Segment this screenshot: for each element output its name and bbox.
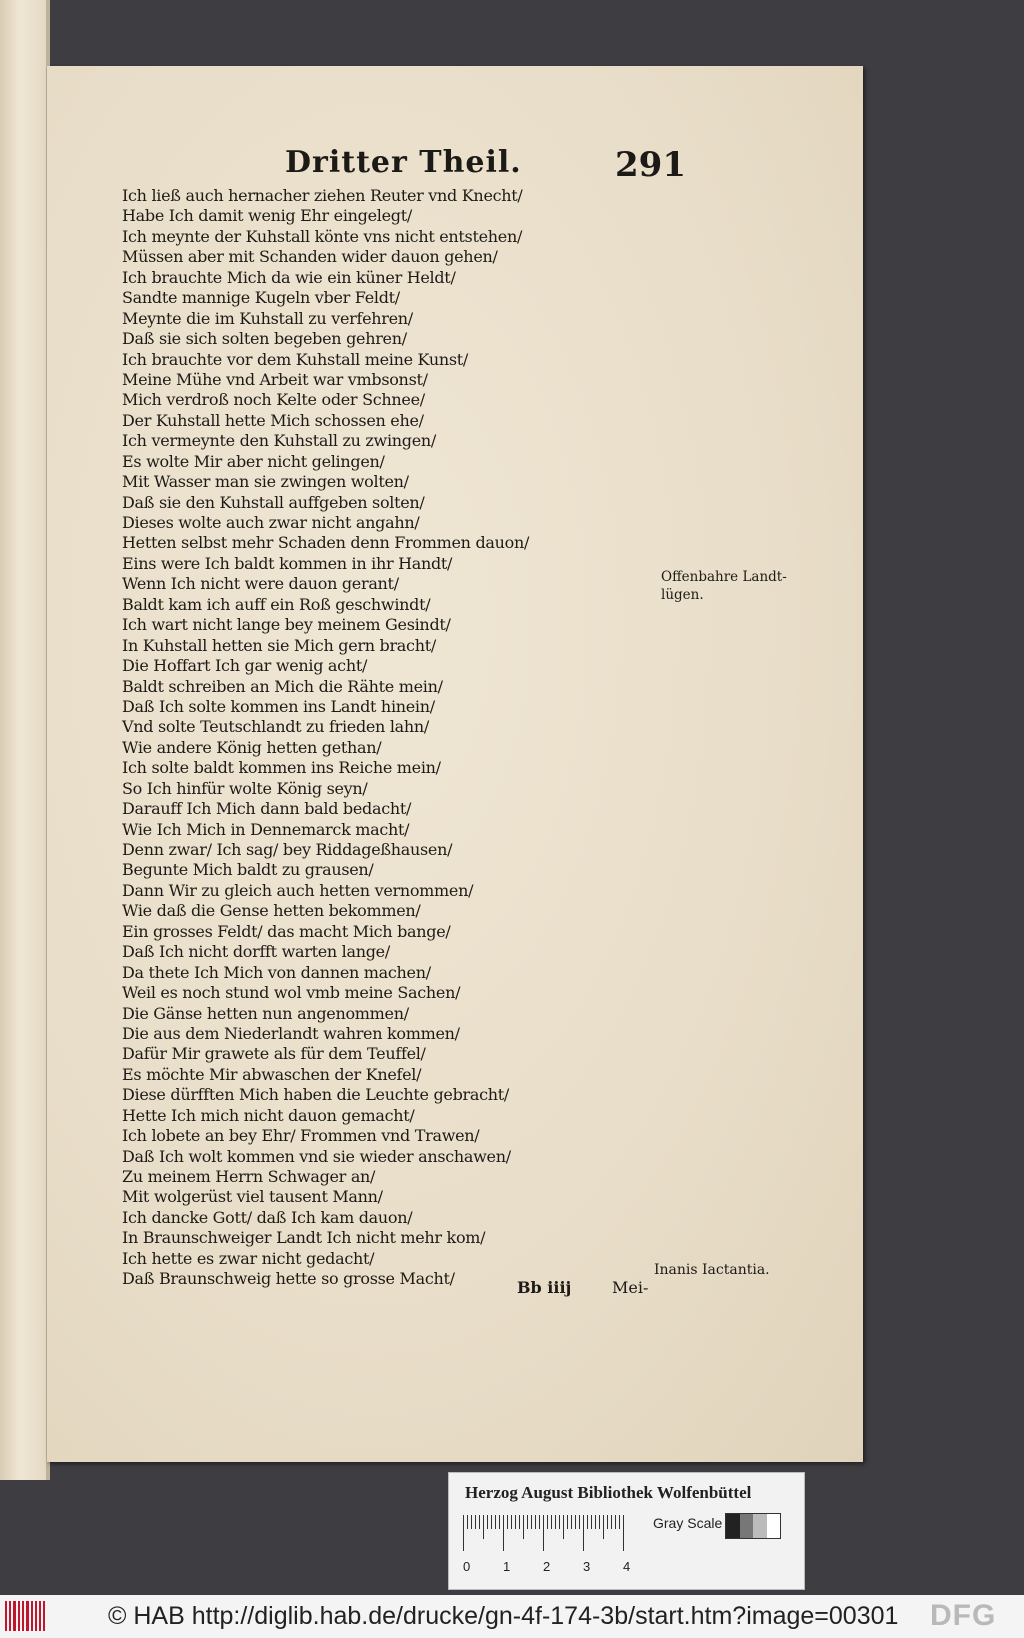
verse-line: Darauff Ich Mich dann bald bedacht/ bbox=[122, 799, 412, 819]
verse-line: Mit wolgerüst viel tausent Mann/ bbox=[122, 1187, 383, 1207]
verse-line: Dann Wir zu gleich auch hetten vernommen/ bbox=[122, 880, 474, 900]
ruler-tick bbox=[511, 1515, 512, 1529]
footer-bar bbox=[0, 1595, 1024, 1638]
verse-line: Ich vermeynte den Kuhstall zu zwingen/ bbox=[122, 431, 436, 451]
ruler-tick bbox=[531, 1515, 532, 1529]
ruler-tick bbox=[583, 1515, 584, 1551]
verse-line: Habe Ich damit wenig Ehr eingelegt/ bbox=[122, 206, 412, 226]
verse-line: Wie daß die Gense hetten bekommen/ bbox=[122, 901, 421, 921]
ruler-tick bbox=[471, 1515, 472, 1529]
ruler-tick bbox=[575, 1515, 576, 1529]
verse-line: Müssen aber mit Schanden wider dauon gehen/ bbox=[122, 247, 498, 267]
verse-line: Ich brauchte Mich da wie ein küner Heldt/ bbox=[122, 267, 456, 287]
verse-line: Daß Ich solte kommen ins Landt hinein/ bbox=[122, 696, 435, 716]
ruler-tick bbox=[615, 1515, 616, 1529]
ruler-tick bbox=[491, 1515, 492, 1529]
verse-line: Der Kuhstall hette Mich schossen ehe/ bbox=[122, 410, 424, 430]
ruler-tick bbox=[571, 1515, 572, 1529]
ruler-tick bbox=[467, 1515, 468, 1529]
verse-line: Daß sie sich solten begeben gehren/ bbox=[122, 329, 407, 349]
catchword: Mei- bbox=[612, 1278, 649, 1297]
margin-note-inanis-iactantia: Inanis Iactantia. bbox=[654, 1262, 770, 1278]
ruler-tick bbox=[591, 1515, 592, 1529]
verse-line: Mich verdroß noch Kelte oder Schnee/ bbox=[122, 390, 425, 410]
hab-logo-icon bbox=[5, 1601, 45, 1631]
ruler-tick bbox=[563, 1515, 564, 1539]
ruler-tick bbox=[603, 1515, 604, 1539]
verse-line: Hetten selbst mehr Schaden denn Frommen dauon/ bbox=[122, 533, 530, 553]
verse-line: Ich meynte der Kuhstall könte vns nicht entstehen/ bbox=[122, 226, 523, 246]
verse-line: Wie Ich Mich in Dennemarck macht/ bbox=[122, 819, 410, 839]
previous-page-edge bbox=[0, 0, 50, 1480]
ruler-tick bbox=[543, 1515, 544, 1551]
ruler-tick bbox=[507, 1515, 508, 1529]
gray-scale-swatch bbox=[725, 1513, 781, 1539]
verse-line: Ich lobete an bey Ehr/ Frommen vnd Trawen/ bbox=[122, 1126, 480, 1146]
ruler-tick bbox=[579, 1515, 580, 1529]
verse-line: Hette Ich mich nicht dauon gemacht/ bbox=[122, 1105, 415, 1125]
ruler-tick bbox=[487, 1515, 488, 1529]
ruler-tick bbox=[567, 1515, 568, 1529]
scale-number: 0 bbox=[463, 1559, 471, 1574]
verse-line: Wenn Ich nicht were dauon gerant/ bbox=[122, 574, 399, 594]
verse-line: Sandte mannige Kugeln vber Feldt/ bbox=[122, 288, 400, 308]
scale-number: 1 bbox=[503, 1559, 511, 1574]
verse-line: Daß Ich wolt kommen vnd sie wieder anschawen/ bbox=[122, 1146, 511, 1166]
ruler-tick bbox=[619, 1515, 620, 1529]
running-header-title: Dritter Theil. bbox=[285, 145, 522, 180]
ruler-tick bbox=[559, 1515, 560, 1529]
dfg-logo: DFG bbox=[930, 1599, 997, 1632]
verse-line: Daß Ich nicht dorfft warten lange/ bbox=[122, 942, 390, 962]
verse-line: Ich hette es zwar nicht gedacht/ bbox=[122, 1248, 375, 1268]
scale-ruler bbox=[463, 1515, 643, 1551]
verse-line: Meynte die im Kuhstall zu verfehren/ bbox=[122, 308, 413, 328]
margin-note-landt-luegen: Offenbahre Landt-lügen. bbox=[661, 569, 787, 603]
verse-text bbox=[122, 186, 542, 1290]
gray-scale-label: Gray Scale bbox=[653, 1515, 723, 1531]
ruler-tick bbox=[547, 1515, 548, 1529]
card-title: Herzog August Bibliothek Wolfenbüttel bbox=[465, 1483, 752, 1502]
verse-line: Dieses wolte auch zwar nicht angahn/ bbox=[122, 513, 420, 532]
ruler-tick bbox=[551, 1515, 552, 1529]
ruler-tick bbox=[607, 1515, 608, 1529]
verse-line: In Kuhstall hetten sie Mich gern bracht/ bbox=[122, 635, 436, 655]
scale-number: 3 bbox=[583, 1559, 591, 1574]
verse-line: Ich ließ auch hernacher ziehen Reuter vnd Knecht/ bbox=[122, 186, 523, 205]
verse-line: Ein grosses Feldt/ das macht Mich bange/ bbox=[122, 921, 451, 941]
ruler-tick bbox=[527, 1515, 528, 1529]
verse-line: Meine Mühe vnd Arbeit war vmbsonst/ bbox=[122, 369, 428, 389]
ruler-tick bbox=[479, 1515, 480, 1529]
verse-line: Wie andere König hetten gethan/ bbox=[122, 737, 382, 757]
verse-line: Dafür Mir grawete als für dem Teuffel/ bbox=[122, 1044, 426, 1064]
ruler-tick bbox=[623, 1515, 624, 1551]
ruler-tick bbox=[495, 1515, 496, 1529]
verse-line: Die Hoffart Ich gar wenig acht/ bbox=[122, 656, 368, 676]
verse-line: In Braunschweiger Landt Ich nicht mehr kom/ bbox=[122, 1228, 486, 1248]
ruler-tick bbox=[483, 1515, 484, 1539]
library-color-card bbox=[448, 1472, 805, 1590]
verse-line: Zu meinem Herrn Schwager an/ bbox=[122, 1167, 376, 1186]
scale-number: 2 bbox=[543, 1559, 551, 1574]
verse-line: Baldt schreiben an Mich die Rähte mein/ bbox=[122, 676, 443, 696]
verse-line: Es wolte Mir aber nicht gelingen/ bbox=[122, 451, 385, 471]
verse-line: Eins were Ich baldt kommen in ihr Handt/ bbox=[122, 553, 453, 573]
verse-line: Vnd solte Teutschlandt zu frieden lahn/ bbox=[122, 717, 429, 737]
ruler-tick bbox=[523, 1515, 524, 1539]
signature-mark: Bb iiij bbox=[517, 1278, 572, 1297]
ruler-tick bbox=[539, 1515, 540, 1529]
verse-line: Mit Wasser man sie zwingen wolten/ bbox=[122, 472, 409, 492]
ruler-tick bbox=[499, 1515, 500, 1529]
ruler-tick bbox=[595, 1515, 596, 1529]
verse-line: So Ich hinfür wolte König seyn/ bbox=[122, 778, 368, 798]
ruler-tick bbox=[555, 1515, 556, 1529]
ruler-tick bbox=[587, 1515, 588, 1529]
verse-line: Diese dürfften Mich haben die Leuchte gebracht/ bbox=[122, 1085, 509, 1105]
verse-line: Denn zwar/ Ich sag/ bey Riddageßhausen/ bbox=[122, 840, 453, 859]
verse-line: Die Gänse hetten nun angenommen/ bbox=[122, 1003, 409, 1023]
ruler-tick bbox=[599, 1515, 600, 1529]
scale-number: 4 bbox=[623, 1559, 631, 1574]
ruler-tick bbox=[519, 1515, 520, 1529]
verse-line: Baldt kam ich auff ein Roß geschwindt/ bbox=[122, 594, 431, 614]
verse-line: Daß sie den Kuhstall auffgeben solten/ bbox=[122, 492, 425, 512]
ruler-tick bbox=[475, 1515, 476, 1529]
verse-line: Daß Braunschweig hette so grosse Macht/ bbox=[122, 1269, 455, 1289]
verse-line: Die aus dem Niederlandt wahren kommen/ bbox=[122, 1023, 460, 1043]
verse-line: Begunte Mich baldt zu grausen/ bbox=[122, 860, 374, 880]
ruler-tick bbox=[515, 1515, 516, 1529]
verse-line: Weil es noch stund wol vmb meine Sachen/ bbox=[122, 983, 461, 1003]
verse-line: Da thete Ich Mich von dannen machen/ bbox=[122, 962, 431, 982]
verse-line: Ich dancke Gott/ daß Ich kam dauon/ bbox=[122, 1207, 413, 1227]
verse-line: Ich wart nicht lange bey meinem Gesindt/ bbox=[122, 615, 451, 635]
page-number: 291 bbox=[615, 145, 686, 185]
ruler-tick bbox=[535, 1515, 536, 1529]
verse-line: Ich brauchte vor dem Kuhstall meine Kunst/ bbox=[122, 349, 469, 369]
ruler-tick bbox=[463, 1515, 464, 1551]
ruler-tick bbox=[611, 1515, 612, 1529]
copyright-url: © HAB http://diglib.hab.de/drucke/gn-4f-174-3b/start.htm?image=00301 bbox=[108, 1602, 899, 1630]
verse-line: Ich solte baldt kommen ins Reiche mein/ bbox=[122, 758, 441, 778]
ruler-tick bbox=[503, 1515, 504, 1551]
verse-line: Es möchte Mir abwaschen der Knefel/ bbox=[122, 1064, 422, 1084]
